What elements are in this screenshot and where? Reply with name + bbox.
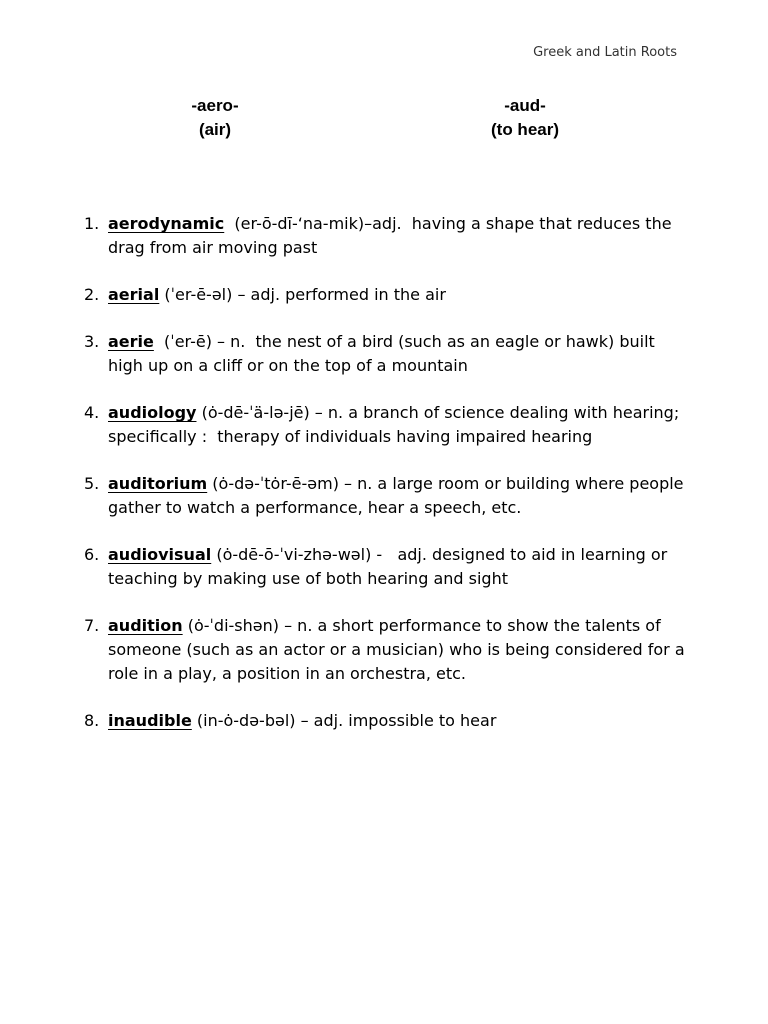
- vocab-word: audiovisual: [108, 545, 212, 564]
- vocab-entry-auditorium: [84, 472, 694, 520]
- vocab-word: inaudible: [108, 711, 192, 730]
- vocab-definition: (ȯ-ˈdi-shən) – n. a short performance to show the talents of someone (such as an actor or a musician) who is being considered for a role in a play, a position in an orchestra, etc.: [108, 616, 690, 683]
- vocab-definition: (ȯ-dē-ˈä-lə-jē) – n. a branch of science dealing with hearing; specifically : therapy of individuals having impaired hearing: [108, 403, 685, 446]
- root-aero: [165, 94, 265, 142]
- root-name: -aud-: [504, 96, 546, 115]
- vocab-word: aerial: [108, 285, 160, 304]
- document-header-title: Greek and Latin Roots: [533, 45, 677, 60]
- vocab-definition: (ˈer-ē) – n. the nest of a bird (such as an eagle or hawk) built high up on a cliff or on the top of a mountain: [108, 332, 660, 375]
- root-name: -aero-: [191, 96, 239, 115]
- root-meaning: (to hear): [491, 120, 559, 139]
- vocab-definition: (er-ō-dī-‘na-mik)–adj. having a shape that reduces the drag from air moving past: [108, 214, 677, 257]
- vocab-definition: (in-ȯ-də-bəl) – adj. impossible to hear: [191, 711, 497, 730]
- entry-number: 1.: [84, 214, 100, 233]
- vocab-word: audiology: [108, 403, 197, 422]
- entry-number: 3.: [84, 332, 100, 351]
- entry-number: 4.: [84, 403, 100, 422]
- vocabulary-list: [84, 212, 694, 756]
- entry-number: 8.: [84, 711, 100, 730]
- vocab-entry-audiology: [84, 401, 694, 449]
- vocab-entry-aerie: [84, 330, 694, 378]
- vocab-entry-aerial: [84, 283, 694, 307]
- root-aud: [465, 94, 585, 142]
- entry-number: 6.: [84, 545, 100, 564]
- vocab-entry-inaudible: [84, 709, 694, 733]
- entry-number: 2.: [84, 285, 100, 304]
- entry-number: 5.: [84, 474, 100, 493]
- vocab-definition: (ˈer-ē-əl) – adj. performed in the air: [159, 285, 446, 304]
- vocab-entry-audition: [84, 614, 694, 686]
- vocab-definition: (ȯ-dē-ō-ˈvi-zhə-wəl) - adj. designed to aid in learning or teaching by making use of both hearing and sight: [108, 545, 673, 588]
- vocab-word: aerie: [108, 332, 154, 351]
- entry-number: 7.: [84, 616, 100, 635]
- root-meaning: (air): [198, 120, 232, 139]
- vocab-entry-audiovisual: [84, 543, 694, 591]
- vocab-entry-aerodynamic: [84, 212, 694, 260]
- vocab-word: audition: [108, 616, 183, 635]
- vocab-word: auditorium: [108, 474, 208, 493]
- vocab-word: aerodynamic: [108, 214, 225, 233]
- vocab-definition: (ȯ-də-ˈtȯr-ē-əm) – n. a large room or building where people gather to watch a performance, hear a speech, etc.: [108, 474, 689, 517]
